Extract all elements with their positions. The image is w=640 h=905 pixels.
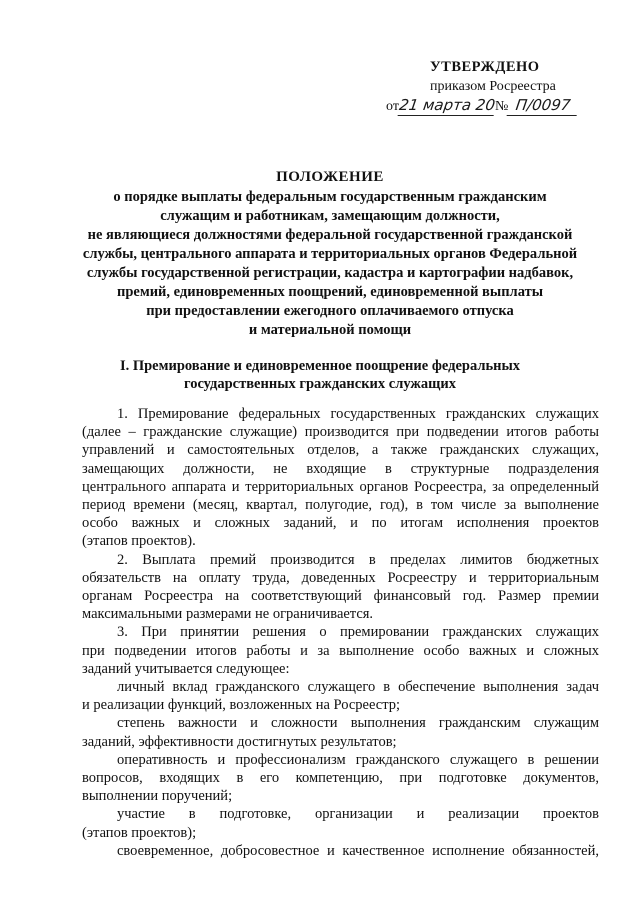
section-heading-line: государственных гражданских служащих: [183, 376, 457, 392]
title-line: при предоставлении ежегодного оплачиваемого отпуска: [146, 303, 514, 319]
body-line: участие в подготовке, организации и реализации проектов: [117, 806, 599, 823]
body-line: 2. Выплата премий производится в пределах лимитов бюджетных: [117, 551, 599, 568]
document-title-block: [60, 168, 600, 340]
body-line: управлений и самостоятельных отделов, а также гражданских служащих,: [82, 442, 599, 459]
body-line: вопросов, входящих в его компетенцию, при подготовке документов,: [82, 770, 599, 787]
title-line: и материальной помощи: [248, 322, 412, 338]
title-line: не являющиеся должностями федеральной государственной гражданской: [87, 227, 573, 243]
body-line: (далее – гражданские служащие) производится при подведении итогов работы: [82, 424, 599, 441]
title-line: службы государственной регистрации, кадастра и картографии надбавок,: [86, 265, 574, 281]
body-line: 1. Премирование федеральных государственных гражданских служащих: [117, 406, 599, 422]
body-line: центрального аппарата и территориальных органов Росреестра, за определенный: [82, 478, 599, 495]
document-body: [82, 405, 599, 860]
body-line: заданий учитывается следующее:: [82, 660, 290, 677]
body-line: период времени (месяц, квартал, полугодие, год), в том числе за выполнение: [82, 497, 599, 514]
handwritten-number: П/0097: [507, 96, 580, 116]
handwritten-date: 21 марта 20: [397, 96, 497, 114]
body-line: особо важных и сложных заданий, и по итогам исполнения проектов: [82, 515, 599, 532]
body-line: заданий, эффективности достигнутых результатов;: [82, 733, 397, 750]
title-line: о порядке выплаты федеральным государственным гражданским: [113, 189, 547, 205]
section-heading-line: I. Премирование и единовременное поощрение федеральных: [119, 358, 521, 374]
title-line: службы, центрального аппарата и территориальных органов Федеральной: [82, 246, 578, 262]
approval-title: УТВЕРЖДЕНО: [430, 59, 540, 75]
body-line: замещающих должности, не входящие в структурные подразделения: [82, 460, 599, 477]
body-line: (этапов проектов);: [82, 824, 197, 841]
approval-number-sign: №: [494, 99, 509, 114]
body-line: при подведении итогов работы и за выполнение особо важных и сложных: [82, 642, 599, 659]
body-line: степень важности и сложности выполнения гражданским служащим: [117, 715, 599, 732]
body-line: органам Росреестра на соответствующий финансовый год. Размер премии: [82, 588, 599, 605]
approval-stamp: [386, 58, 606, 116]
body-line: оперативность и профессионализм гражданского служащего в решении: [117, 751, 599, 768]
approval-date-line: [386, 96, 606, 116]
body-line: выполнении поручений;: [82, 788, 233, 805]
title-line: служащим и работникам, замещающим должности,: [160, 208, 500, 224]
body-line: и реализации функций, возложенных на Росреестр;: [82, 697, 401, 714]
body-line: личный вклад гражданского служащего в обеспечение выполнения задач: [117, 679, 599, 696]
body-line: своевременное, добросовестное и качественное исполнение обязанностей,: [117, 842, 599, 859]
body-line: (этапов проектов).: [82, 533, 196, 550]
approval-order: приказом Росреестра: [430, 79, 556, 94]
approval-from-prefix: от: [386, 99, 399, 114]
section-heading: [80, 357, 560, 393]
title-line: премий, единовременных поощрений, единовременной выплаты: [116, 284, 544, 300]
body-line: максимальными размерами не ограничивается.: [82, 606, 374, 623]
document-title: ПОЛОЖЕНИЕ: [276, 169, 384, 185]
body-line: обязательств на оплату труда, доведенных Росреестру и территориальным: [82, 569, 599, 586]
body-line: 3. При принятии решения о премировании гражданских служащих: [117, 624, 599, 641]
